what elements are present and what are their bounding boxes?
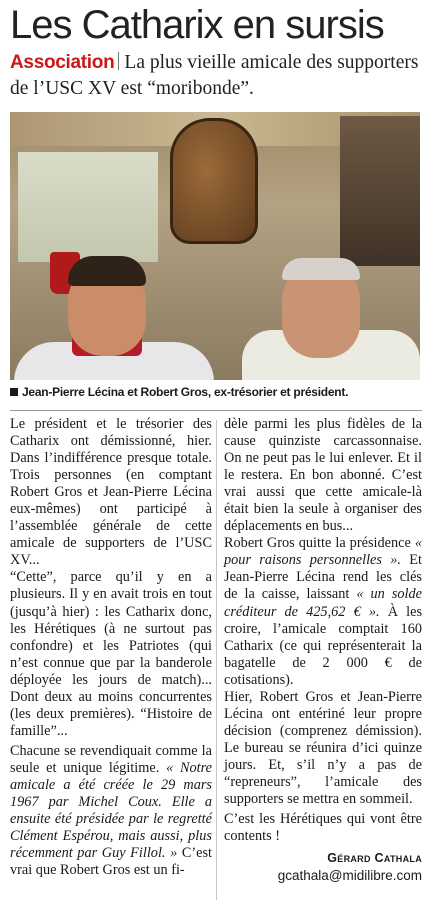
standfirst: La plus vieille amicale des supporters de l’USC XV est “moribonde”.: [10, 52, 419, 99]
left-paragraph-1: Le président et le trésorier des Catharix ont démissionné, hier. Dans l’indifférence presque totale. Trois personnes (en comptant Robert Gros et Jean-Pierre Lécina eux-mêmes) ont participé à l’assemblée générale de cette amicale de supporters de l’USC XV...: [10, 416, 212, 569]
caption-divider: [10, 410, 422, 411]
right-paragraph-4: C’est les Hérétiques qui vont être contents !: [224, 811, 422, 845]
column-divider: [216, 420, 217, 900]
right-paragraph-2: [224, 535, 422, 688]
author-name: Gérard Cathala: [327, 851, 422, 866]
photo-shelf: [340, 116, 420, 266]
left-paragraph-3: [10, 743, 212, 879]
left-paragraph-3-lead: Chacune se revendiquait comme la seule et unique légitime.: [10, 742, 212, 776]
author-email: gcathala@midilibre.com: [277, 868, 422, 884]
article-photo: [10, 112, 420, 380]
right-paragraph-2-lead: Robert Gros quitte la présidence: [224, 535, 411, 552]
author-byline: [224, 849, 422, 867]
right-paragraph-2-quote-1: « pour raisons personnelles ».: [224, 535, 422, 569]
right-paragraph-2-tail: À les croire, l’amicale comptait 160 Catharix (ce qui représenterait la bagatelle de 2 000 € de cotisations).: [224, 603, 423, 688]
right-column: [224, 416, 422, 885]
caption-square-icon: [10, 388, 18, 396]
right-paragraph-2-mid: Et Jean-Pierre Lécina rend les clés de la caisse, laissant: [224, 552, 422, 603]
right-paragraph-1: dèle parmi les plus fidèles de la cause quinziste carcassonnaise. On ne peut pas le lui enlever. Et il le restera. En bon abonné. C’est vrai aussi que cette amicale-là était bien la seule à organiser des déplacements en bus...: [224, 416, 422, 535]
photo-caption-text: Jean-Pierre Lécina et Robert Gros, ex-trésorier et président.: [22, 385, 349, 399]
right-paragraph-3: Hier, Robert Gros et Jean-Pierre Lécina ont entériné leur propre décision (comprenez démission). Le bureau se réunira d’ici quinze jours. Et, s’il n’y a pas de “repreneurs”, l’amicale des supporters se mettra en sommeil.: [224, 688, 422, 808]
headline: Les Catharix en sursis: [10, 3, 384, 47]
left-paragraph-3-tail: C’est vrai que Robert Gros est un fi-: [10, 845, 213, 879]
photo-caption: [10, 384, 422, 400]
photo-person-left-hair: [68, 256, 146, 286]
rubric-separator: [118, 52, 119, 70]
rubric-tag: Association: [10, 52, 115, 73]
photo-wooden-barrel: [170, 118, 258, 244]
left-paragraph-3-quote: « Notre amicale a été créée le 29 mars 1967 par Michel Coux. Elle a ensuite été présidée par le regretté Clément Espérou, mais aussi, plus récemment par Guy Fillol. »: [10, 759, 212, 862]
left-column: [10, 416, 212, 879]
photo-person-right-hair: [282, 258, 360, 280]
standfirst-line: [10, 50, 422, 102]
photo-window: [18, 152, 158, 262]
left-paragraph-2: “Cette”, parce qu’il y en a plusieurs. Il y en avait trois en tout (jusqu’à hier) : les Catharix donc, les Hérétiques (à ne surtout pas confondre) et les Patriotes (qui n’est connue que par la banderole déployée les jours de match)... Dont deux au moins concurrentes (les deux premières). “Histoire de famille”...: [10, 569, 212, 739]
right-paragraph-2-quote-2: « un solde créditeur de 425,62 € ».: [224, 586, 422, 620]
